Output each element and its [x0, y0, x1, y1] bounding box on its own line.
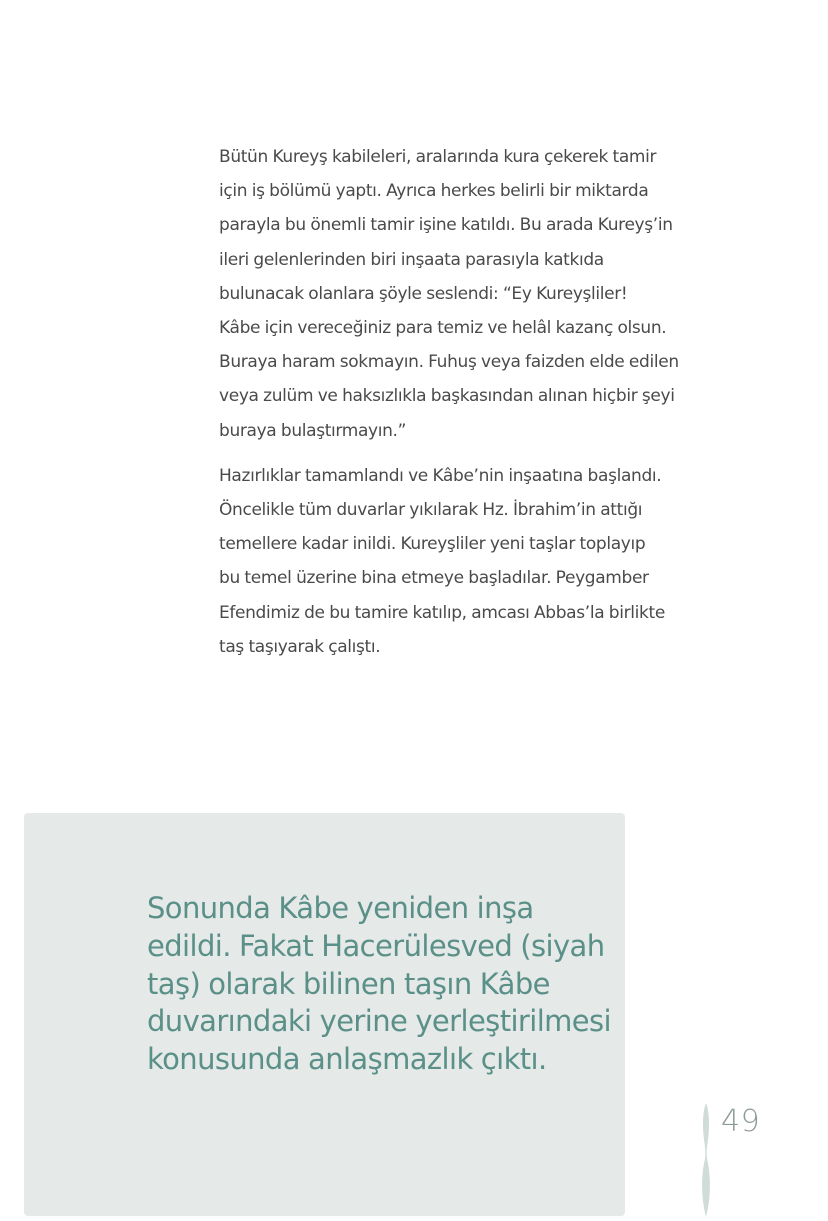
text-line: temellere kadar inildi. Kureyşliler yeni taşlar toplayıp: [219, 534, 646, 555]
text-line: bu temel üzerine bina etmeye başladılar. Peygamber: [219, 568, 649, 589]
callout-text: [147, 890, 617, 1079]
text-line: buraya bulaştırmayın.”: [219, 420, 407, 441]
text-line: Bütün Kureyş kabileleri, aralarında kura çekerek tamir: [219, 147, 657, 167]
text-line: ileri gelenlerinden biri inşaata parasıyla katkıda: [219, 249, 604, 270]
text-line: Öncelikle tüm duvarlar yıkılarak Hz. İbrahim’in attığı: [219, 500, 643, 521]
callout-line: edildi. Fakat Hacerülesved (siyah: [147, 928, 605, 963]
text-line: için iş bölümü yaptı. Ayrıca herkes belirli bir miktarda: [219, 181, 649, 202]
text-line: Buraya haram sokmayın. Fuhuş veya faizden elde edilen: [219, 352, 679, 373]
text-line: veya zulüm ve haksızlıkla başkasından alınan hiçbir şeyi: [219, 386, 675, 407]
callout-line: duvarındaki yerine yerleştirilmesi: [147, 1004, 612, 1039]
text-line: taş taşıyarak çalıştı.: [219, 636, 381, 657]
page-number: 49: [721, 1104, 761, 1139]
text-line: Hazırlıklar tamamlandı ve Kâbe’nin inşaatına başlandı.: [219, 465, 662, 486]
page-number-ornament-icon: [698, 1103, 714, 1217]
text-line: Kâbe için vereceğiniz para temiz ve helâl kazanç olsun.: [219, 318, 667, 339]
text-line: bulunacak olanlara şöyle seslendi: “Ey Kureyşliler!: [219, 283, 628, 304]
text-line: parayla bu önemli tamir işine katıldı. Bu arada Kureyş’in: [219, 215, 673, 236]
paragraph-1: [219, 140, 689, 448]
paragraph-2: [219, 459, 689, 664]
callout-line: taş) olarak bilinen taşın Kâbe: [147, 966, 550, 1001]
text-line: Efendimiz de bu tamire katılıp, amcası Abbas’la birlikte: [219, 602, 665, 623]
callout-line: konusunda anlaşmazlık çıktı.: [147, 1042, 547, 1077]
callout-line: Sonunda Kâbe yeniden inşa: [147, 891, 534, 925]
body-text: [219, 140, 689, 664]
